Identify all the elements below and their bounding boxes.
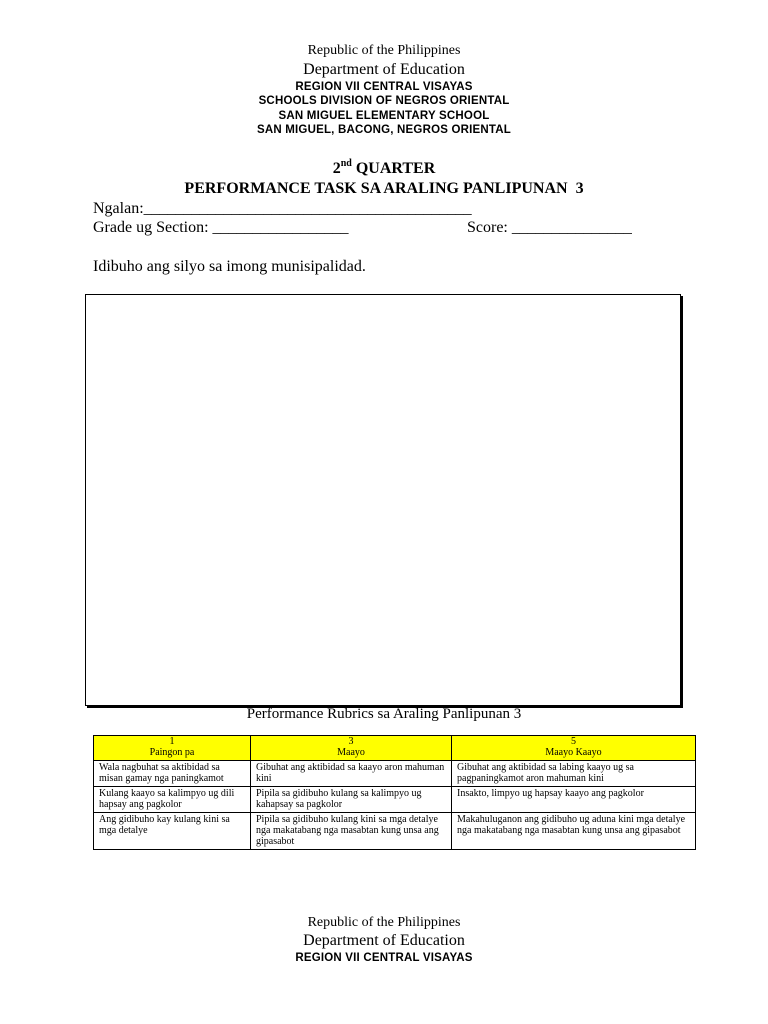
task-title: PERFORMANCE TASK SA ARALING PANLIPUNAN 3 (184, 180, 584, 197)
rubric-score: 3 (348, 736, 354, 747)
rubric-header-cell (94, 736, 251, 761)
rubric-score: 5 (571, 736, 576, 747)
table-cell: Pipila sa gidibuho kulang kini sa mga detalye nga makatabang nga masabtan kung unsa ang gipasabot (251, 813, 452, 850)
division-text: SCHOOLS DIVISION OF NEGROS ORIENTAL (258, 95, 510, 107)
quarter-word: QUARTER (351, 160, 436, 177)
drawing-area[interactable] (85, 294, 681, 706)
instruction-text: Idibuho ang silyo sa imong munisipalidad. (93, 258, 366, 275)
table-row (94, 813, 696, 850)
footer-region-text: REGION VII CENTRAL VISAYAS (295, 952, 473, 964)
rubric-level-label: Maayo (337, 747, 365, 758)
department-text: Department of Education (303, 61, 465, 78)
table-row (94, 761, 696, 787)
grade-section-field[interactable]: Grade ug Section: _________________ (93, 219, 349, 236)
rubric-score: 1 (169, 736, 175, 747)
table-cell: Gibuhat ang aktibidad sa kaayo aron mahuman kini (251, 761, 452, 787)
rubric-header-cell (452, 736, 696, 761)
quarter-suffix: nd (340, 158, 352, 169)
table-cell: Insakto, limpyo ug hapsay kaayo ang pagkolor (452, 787, 696, 813)
table-row (94, 787, 696, 813)
table-cell: Ang gidibuho kay kulang kini sa mga detalye (94, 813, 251, 850)
table-cell: Wala nagbuhat sa aktibidad sa misan gamay nga paningkamot (94, 761, 251, 787)
table-cell: Pipila sa gidibuho kulang sa kalimpyo ug kahapsay sa pagkolor (251, 787, 452, 813)
footer-department-text: Department of Education (303, 932, 465, 949)
quarter-number: 2 (332, 160, 341, 177)
rubric-header-cell (251, 736, 452, 761)
quarter-heading (0, 160, 768, 178)
table-cell: Gibuhat ang aktibidad sa labing kaayo ug sa pagpaningkamot aron mahuman kini (452, 761, 696, 787)
rubric-table (93, 735, 696, 850)
rubric-title: Performance Rubrics sa Araling Panlipunan 3 (246, 706, 522, 722)
score-field[interactable]: Score: _______________ (467, 219, 632, 236)
table-cell: Makahuluganon ang gidibuho ug aduna kini mga detalye nga makatabang nga masabtan kung unsa ang gipasabot (452, 813, 696, 850)
republic-text: Republic of the Philippines (307, 43, 461, 58)
footer-republic-text: Republic of the Philippines (307, 915, 461, 930)
rubric-level-label: Maayo Kaayo (545, 747, 602, 758)
rubric-header-row (94, 736, 696, 761)
address-text: SAN MIGUEL, BACONG, NEGROS ORIENTAL (256, 124, 512, 136)
table-cell: Kulang kaayo sa kalimpyo ug dili hapsay ang pagkolor (94, 787, 251, 813)
name-field[interactable]: Ngalan:_________________________________________ (93, 200, 472, 217)
rubric-level-label: Paingon pa (149, 747, 195, 758)
school-text: SAN MIGUEL ELEMENTARY SCHOOL (278, 110, 490, 122)
region-text: REGION VII CENTRAL VISAYAS (295, 81, 473, 93)
